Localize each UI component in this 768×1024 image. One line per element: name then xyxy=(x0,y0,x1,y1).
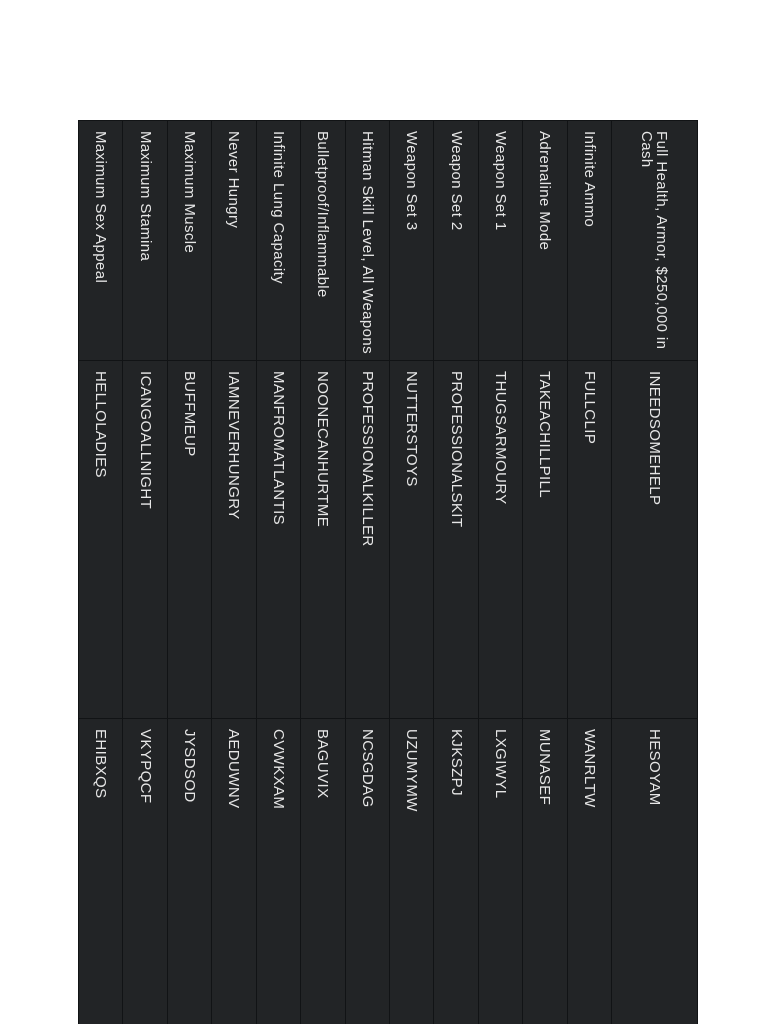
cheat-code-cell: FULLCLIP xyxy=(567,361,611,719)
cheat-code-cell: NUTTERSTOYS xyxy=(389,361,433,719)
table-row xyxy=(79,121,123,1024)
cheat-effect-cell: Adrenaline Mode xyxy=(523,121,567,361)
cheat-code-cell: THUGSARMOURY xyxy=(478,361,522,719)
cheat-effect-cell: Weapon Set 3 xyxy=(389,121,433,361)
cheat-code-cell: ICANGOALLNIGHT xyxy=(123,361,167,719)
cheat-table-panel xyxy=(78,120,698,1024)
table-row xyxy=(523,121,567,1024)
table-row xyxy=(212,121,256,1024)
cheat-alt-code-cell: EHIBXQS xyxy=(79,719,123,1024)
cheat-alt-code-cell: UZUMYMW xyxy=(389,719,433,1024)
cheat-alt-code-cell: BAGUVIX xyxy=(301,719,345,1024)
cheat-effect-cell: Infinite Lung Capacity xyxy=(256,121,300,361)
cheat-effect-cell: Maximum Muscle xyxy=(167,121,211,361)
table-row xyxy=(123,121,167,1024)
table-row xyxy=(345,121,389,1024)
cheat-code-cell: NOONECANHURTME xyxy=(301,361,345,719)
cheat-effect-cell: Never Hungry xyxy=(212,121,256,361)
cheat-code-cell: MANFROMATLANTIS xyxy=(256,361,300,719)
table-row xyxy=(256,121,300,1024)
cheat-effect-cell: Weapon Set 1 xyxy=(478,121,522,361)
table-row xyxy=(167,121,211,1024)
cheat-effect-cell: Bulletproof/Inflammable xyxy=(301,121,345,361)
table-row xyxy=(389,121,433,1024)
cheat-alt-code-cell: VKYPQCF xyxy=(123,719,167,1024)
cheat-effect-cell: Maximum Sex Appeal xyxy=(79,121,123,361)
table-row xyxy=(611,121,697,1024)
table-row xyxy=(301,121,345,1024)
cheat-alt-code-cell: MUNASEF xyxy=(523,719,567,1024)
cheat-effect-cell: Infinite Ammo xyxy=(567,121,611,361)
cheat-effect-cell: Weapon Set 2 xyxy=(434,121,478,361)
cheat-alt-code-cell: NCSGDAG xyxy=(345,719,389,1024)
cheat-code-cell: IAMNEVERHUNGRY xyxy=(212,361,256,719)
cheat-codes-table xyxy=(78,120,698,1024)
table-row xyxy=(478,121,522,1024)
table-row xyxy=(567,121,611,1024)
cheat-alt-code-cell: AEDUWNV xyxy=(212,719,256,1024)
cheat-alt-code-cell: JYSDSOD xyxy=(167,719,211,1024)
cheat-alt-code-cell: KJKSZPJ xyxy=(434,719,478,1024)
cheat-effect-cell: Hitman Skill Level, All Weapons xyxy=(345,121,389,361)
cheat-effect-cell: Maximum Stamina xyxy=(123,121,167,361)
cheat-code-cell: PROFESSIONALKILLER xyxy=(345,361,389,719)
cheat-alt-code-cell: WANRLTW xyxy=(567,719,611,1024)
cheat-alt-code-cell: HESOYAM xyxy=(611,719,697,1024)
cheat-alt-code-cell: CVWKXAM xyxy=(256,719,300,1024)
cheat-code-cell: PROFESSIONALSKIT xyxy=(434,361,478,719)
cheat-code-cell: HELLOLADIES xyxy=(79,361,123,719)
cheat-code-cell: TAKEACHILLPILL xyxy=(523,361,567,719)
cheat-effect-cell: Full Health, Armor, $250,000 in Cash xyxy=(611,121,697,361)
cheat-alt-code-cell: LXGIWYL xyxy=(478,719,522,1024)
cheat-code-cell: BUFFMEUP xyxy=(167,361,211,719)
table-row xyxy=(434,121,478,1024)
cheat-code-cell: INEEDSOMEHELP xyxy=(611,361,697,719)
